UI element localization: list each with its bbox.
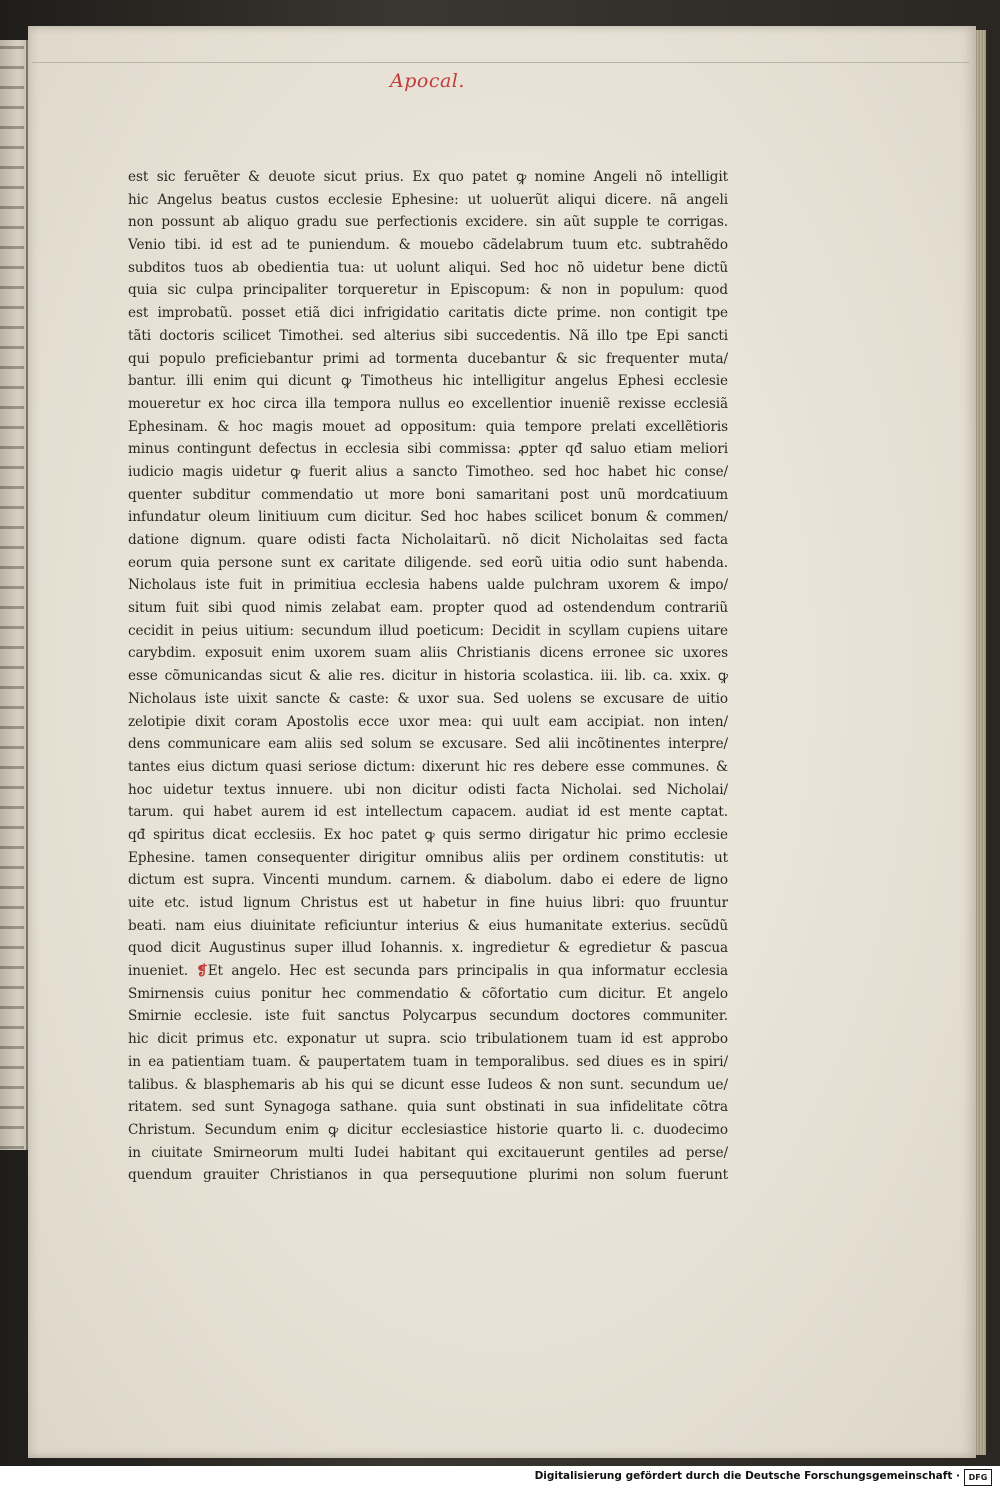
text-line: hic dicit primus etc. exponatur ut supra. scio tribulationem tuam id est approbo (128, 1031, 728, 1048)
text-line: subditos tuos ab obedientia tua: ut uolunt aliqui. Sed hoc nõ uidetur bene dictũ (128, 259, 728, 276)
footer-bar (0, 1466, 1000, 1489)
text-line: in ciuitate Smirneorum multi Iudei habitant qui excitauerunt gentiles ad perse/ (128, 1144, 728, 1161)
running-head: Apocal. (390, 70, 465, 92)
text-line: Smirnensis cuius ponitur hec commendatio & cõfortatio cum dicitur. Et angelo (128, 985, 728, 1002)
text-line: datione dignum. quare odisti facta Nicholaitarũ. nõ dicit Nicholaitas sed facta (128, 532, 728, 548)
text-line: beati. nam eius diuinitate reficiuntur interius & eius humanitate exterius. secũdũ (128, 917, 728, 934)
text-line: Nicholaus iste uixit sancte & caste: & uxor sua. Sed uolens se excusare de uitio (128, 690, 728, 707)
text-line: hoc uidetur textus innuere. ubi non dicitur odisti facta Nicholai. sed Nicholai/ (128, 781, 728, 798)
main-text-column (128, 166, 728, 1187)
text-line: quia sic culpa principaliter torqueretur in Episcopum: & non in populum: quod (128, 282, 728, 299)
text-line: dens communicare eam aliis sed solum se excusare. Sed alii incõtinentes interpre/ (128, 736, 728, 753)
text-line: situm fuit sibi quod nimis zelabat eam. propter quod ad ostendendum contrariũ (128, 600, 728, 617)
facing-page-text-bleed (0, 40, 24, 1150)
text-line: Smirnie ecclesie. iste fuit sanctus Polycarpus secundum doctores communiter. (128, 1008, 728, 1025)
text-line: hic Angelus beatus custos ecclesie Ephesine: ut uoluerũt aliqui dicere. nã angeli (128, 191, 728, 208)
top-rule (32, 62, 970, 63)
facing-page-edge (0, 40, 28, 1150)
text-line: Ephesinam. & hoc magis mouet ad oppositum: quia tempore prelati excellẽtioris (128, 418, 728, 435)
text-line: bantur. illi enim qui dicunt ꝙ Timotheus hic intelligitur angelus Ephesi ecclesie (128, 373, 728, 390)
text-line: tãti doctoris scilicet Timothei. sed alterius sibi succedentis. Nã illo tpe Epi sancti (128, 327, 728, 344)
text-line: non possunt ab aliquo gradu sue perfectionis excidere. sin aũt supple te corrigas. (128, 214, 728, 231)
text-line: qui populo preficiebantur primi ad tormenta ducebantur & sic frequenter muta/ (128, 350, 728, 367)
text-line: est sic feruẽter & deuote sicut prius. Ex quo patet ꝙ nomine Angeli nõ intelligit (128, 169, 728, 185)
text-line: zelotipie dixit coram Apostolis ecce uxor mea: qui uult eam accipiat. non inten/ (128, 713, 728, 730)
text-line: eorum quia persone sunt ex caritate diligende. sed eorũ uitia odio sunt habenda. (128, 554, 728, 571)
text-line: qđ spiritus dicat ecclesiis. Ex hoc patet ꝙ quis sermo dirigatur hic primo ecclesie (128, 826, 728, 843)
dfg-logo: DFG (964, 1469, 992, 1486)
text-line: tantes eius dictum quasi seriose dictum: dixerunt hic res debere esse communes. & (128, 758, 728, 775)
text-line: tarum. qui habet aurem id est intellectum capacem. audiat id est mente captat. (128, 804, 728, 821)
book-page (28, 26, 976, 1458)
text-line: Christum. Secundum enim ꝙ dicitur ecclesiastice historie quarto li. c. duodecimo (128, 1121, 728, 1138)
text-line: esse cõmunicandas sicut & alie res. dicitur in historia scolastica. iii. lib. ca. xxix. ꝙ (128, 668, 728, 685)
text-line: inueniet. ❡Et angelo. Hec est secunda pars principalis in qua informatur ecclesia (128, 963, 728, 980)
text-line: est improbatũ. posset etiã dici infrigidatio caritatis dicte prime. non contigit tpe (128, 305, 728, 322)
text-line: quendum grauiter Christianos in qua persequutione plurimi non solum fuerunt (128, 1167, 728, 1184)
text-line: Venio tibi. id est ad te puniendum. & mouebo cãdelabrum tuum etc. subtrahẽdo (128, 237, 728, 254)
text-line: quod dicit Augustinus super illud Iohannis. x. ingredietur & egredietur & pascua (128, 940, 728, 957)
text-line: quenter subditur commendatio ut more boni samaritani post unũ mordcatiuum (128, 486, 728, 503)
text-line: talibus. & blasphemaris ab his qui se dicunt esse Iudeos & non sunt. secundum ue/ (128, 1076, 728, 1093)
text-line: in ea patientiam tuam. & paupertatem tuam in temporalibus. sed diues es in spiri/ (128, 1053, 728, 1070)
text-line: cecidit in peius uitium: secundum illud poeticum: Decidit in scyllam cupiens uitare (128, 622, 728, 639)
text-line: carybdim. exposuit enim uxorem suam aliis Christianis dicens erronee sic uxores (128, 645, 728, 662)
text-line: minus contingunt defectus in ecclesia sibi commissa: ꝓpter qđ saluo etiam meliori (128, 441, 728, 458)
text-line: ritatem. sed sunt Synagoga sathane. quia sunt obstinati in sua infidelitate cõtra (128, 1099, 728, 1116)
text-line: infundatur oleum linitiuum cum dicitur. Sed hoc habes scilicet bonum & commen/ (128, 509, 728, 526)
text-line: uite etc. istud lignum Christus est ut habetur in fine huius libri: quo fruuntur (128, 895, 728, 911)
rubric-pilcrow-icon: ❡ (196, 963, 208, 980)
text-line: Ephesine. tamen consequenter dirigitur omnibus aliis per ordinem constitutis: ut (128, 849, 728, 866)
footer-credit: Digitalisierung gefördert durch die Deutsche Forschungsgemeinschaft · (534, 1470, 960, 1482)
text-line: moueretur ex hoc circa illa tempora nullus eo excellentior inueniẽ rexisse ecclesiã (128, 395, 728, 412)
text-line: Nicholaus iste fuit in primitiua ecclesia habens ualde pulchram uxorem & impo/ (128, 577, 728, 594)
text-line: iudicio magis uidetur ꝙ fuerit alius a sancto Timotheo. sed hoc habet hic conse/ (128, 463, 728, 480)
text-line: dictum est supra. Vincenti mundum. carnem. & diabolum. dabo ei edere de ligno (128, 872, 728, 889)
